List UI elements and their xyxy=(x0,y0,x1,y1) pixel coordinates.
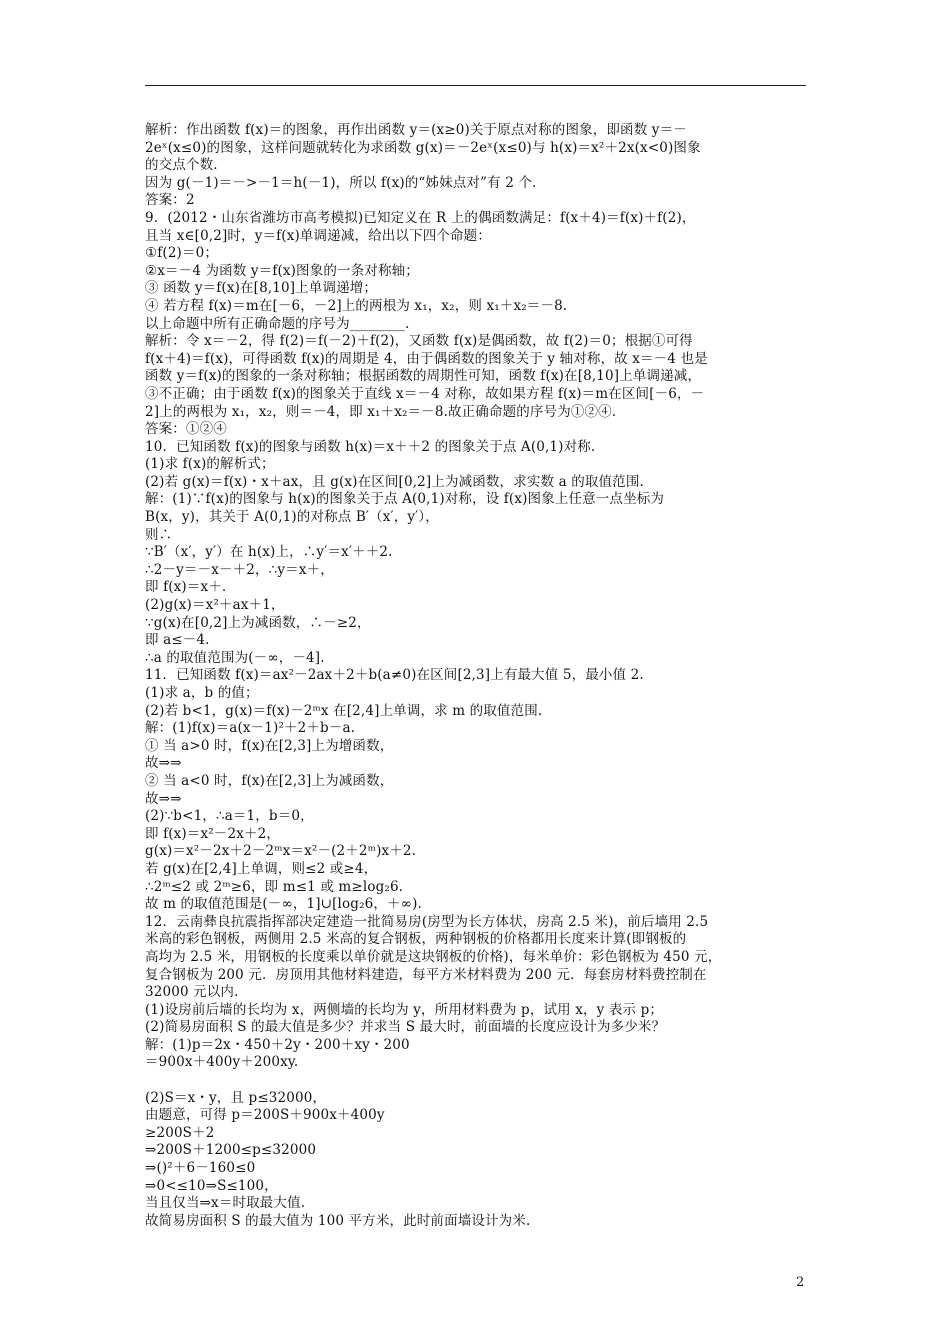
text-line: 即 f(x)＝x²－2x＋2， xyxy=(145,825,281,842)
text-line: ∴2ᵐ≤2 或 2ᵐ≥6，即 m≤1 或 m≥log₂6. xyxy=(145,878,404,895)
text-line: ① 当 a>0 时，f(x)在[2,3]上为增函数， xyxy=(145,737,394,754)
text-line: B(x，y)，其关于 A(0,1)的对称点 B′（x′，y′）， xyxy=(145,509,439,526)
header-rule xyxy=(145,85,806,86)
text-line: ⇒0<≤10⇒S≤100， xyxy=(145,1177,278,1194)
text-line: 当且仅当⇒x＝时取最大值. xyxy=(145,1195,306,1212)
text-line: 答案：2 xyxy=(145,192,195,209)
text-line: (2)g(x)＝x²＋ax＋1， xyxy=(145,597,285,614)
text-line: 函数 y＝f(x)的图象的一条对称轴；根据函数的周期性可知，函数 f(x)在[8,10]上单调递减， xyxy=(145,368,702,385)
text-line: 复合钢板为 200 元．房顶用其他材料建造，每平方米材料费为 200 元．每套房材料费控制在 xyxy=(145,966,707,983)
text-line: 2eˣ(x≤0)的图象，这样问题就转化为求函数 g(x)＝－2eˣ(x≤0)与 h(x)＝x²＋2x(x<0)图象 xyxy=(145,139,701,156)
text-line: 解析：令 x＝－2，得 f(2)＝f(－2)＋f(2)，又函数 f(x)是偶函数，故 f(2)＝0；根据①可得 xyxy=(145,333,693,350)
text-line: 故 m 的取值范围是(－∞，1]∪[log₂6，＋∞). xyxy=(145,896,422,913)
text-line: 则∴ xyxy=(145,526,173,543)
text-line: (2)若 b<1，g(x)＝f(x)－2ᵐx 在[2,4]上单调，求 m 的取值范围. xyxy=(145,702,543,719)
text-line: (2)S＝x・y，且 p≤32000， xyxy=(145,1089,327,1106)
text-line: 9．(2012・山东省潍坊市高考模拟)已知定义在 R 上的偶函数满足：f(x＋4)＝f(x)＋f(2)， xyxy=(145,209,696,226)
text-line: ∴a 的取值范围为(－∞，－4]. xyxy=(145,649,325,666)
text-line: 即 a≤－4. xyxy=(145,632,210,649)
text-line: 故⇒⇒ xyxy=(145,755,182,772)
text-line: 由题意，可得 p＝200S＋900x＋400y xyxy=(145,1107,385,1124)
text-line: 32000 元以内. xyxy=(145,984,239,1001)
text-line: (1)设房前后墙的长均为 x，两侧墙的长均为 y，所用材料费为 p，试用 x，y 表示 p； xyxy=(145,1001,664,1018)
text-line: 解析：作出函数 f(x)＝的图象，再作出函数 y＝(x≥0)关于原点对称的图象，即函数 y＝－ xyxy=(145,122,687,138)
text-line: 米高的彩色钢板，两侧用 2.5 米高的复合钢板，两种钢板的价格都用长度来计算(即钢板的 xyxy=(145,931,687,948)
text-line: ③ 函数 y＝f(x)在[8,10]上单调递增； xyxy=(145,280,378,297)
document-body xyxy=(145,122,806,1230)
text-line: ∵B′（x′，y′）在 h(x)上，∴y′＝x′＋＋2. xyxy=(145,544,393,561)
text-line: (2)简易房面积 S 的最大值是多少？并求当 S 最大时，前面墙的长度应设计为多少米？ xyxy=(145,1019,666,1036)
text-line: 因为 g(－1)＝－>－1＝h(－1)，所以 f(x)的“姊妹点对”有 2 个. xyxy=(145,174,537,191)
page-number: 2 xyxy=(796,1275,805,1290)
text-line: 10．已知函数 f(x)的图象与函数 h(x)＝x＋＋2 的图象关于点 A(0,1)对称. xyxy=(145,438,596,455)
text-line: ⇒()²＋6－160≤0 xyxy=(145,1160,256,1177)
text-line: 12．云南彝良抗震指挥部决定建造一批简易房(房型为长方体状，房高 2.5 米)，前后墙用 2.5 xyxy=(145,913,709,930)
text-line: 2]上的两根为 x₁，x₂，则＝－4，即 x₁＋x₂＝－8.故正确命题的序号为①②④. xyxy=(145,403,617,420)
text-line: ② 当 a<0 时，f(x)在[2,3]上为减函数， xyxy=(145,772,394,789)
text-line: (2)若 g(x)＝f(x)・x＋ax，且 g(x)在区间[0,2]上为减函数，求实数 a 的取值范围. xyxy=(145,473,644,490)
text-line: 解：(1)f(x)＝a(x－1)²＋2＋b－a. xyxy=(145,720,356,737)
text-line: 的交点个数. xyxy=(145,157,218,174)
text-line: 解：(1)∵f(x)的图象与 h(x)的图象关于点 A(0,1)对称，设 f(x)图象上任意一点坐标为 xyxy=(145,491,665,508)
text-line: ⇒200S＋1200≤p≤32000 xyxy=(145,1142,317,1159)
text-line: f(x＋4)＝f(x)，可得函数 f(x)的周期是 4，由于偶函数的图象关于 y 轴对称，故 x＝－4 也是 xyxy=(145,350,708,367)
text-line: 高均为 2.5 米，用钢板的长度乘以单价就是这块钢板的价格)，每米单价：彩色钢板为 450 元， xyxy=(145,948,722,965)
text-line: 答案：①②④ xyxy=(145,421,227,438)
text-line: 故⇒⇒ xyxy=(145,790,182,807)
text-line: 11．已知函数 f(x)＝ax²－2ax＋2＋b(a≠0)在区间[2,3]上有最大值 5，最小值 2. xyxy=(145,667,644,684)
text-line: 故简易房面积 S 的最大值为 100 平方米，此时前面墙设计为米. xyxy=(145,1212,531,1229)
text-line: ②x＝－4 为函数 y＝f(x)图象的一条对称轴； xyxy=(145,262,419,279)
text-line: 若 g(x)在[2,4]上单调，则≤2 或≥4， xyxy=(145,860,378,877)
text-line: 解：(1)p＝2x・450＋2y・200＋xy・200 xyxy=(145,1036,410,1053)
text-line: ④ 若方程 f(x)＝m在[－6，－2]上的两根为 x₁，x₂，则 x₁＋x₂＝－8. xyxy=(145,297,568,314)
blank-line xyxy=(145,1072,806,1090)
text-line: ∴2－y＝－x－＋2，∴y＝x＋， xyxy=(145,561,334,578)
text-line: 以上命题中所有正确命题的序号为________. xyxy=(145,315,410,332)
text-line: ≥200S＋2 xyxy=(145,1124,215,1141)
text-line: g(x)＝x²－2x＋2－2ᵐx＝x²－(2＋2ᵐ)x＋2. xyxy=(145,843,417,860)
text-line: (1)求 a，b 的值； xyxy=(145,685,259,701)
text-line: 即 f(x)＝x＋. xyxy=(145,579,227,596)
text-line: ＝900x＋400y＋200xy. xyxy=(145,1054,299,1071)
text-line: ③不正确；由于函数 f(x)的图象关于直线 x＝－4 对称，故如果方程 f(x)＝m在区间[－6，－ xyxy=(145,385,705,402)
text-line: (1)求 f(x)的解析式； xyxy=(145,456,275,473)
text-line: ∵g(x)在[0,2]上为减函数，∴－≥2， xyxy=(145,614,371,631)
text-line: (2)∵b<1，∴a＝1，b＝0， xyxy=(145,808,314,825)
text-line: ①f(2)＝0； xyxy=(145,245,219,262)
text-line: 且当 x∈[0,2]时，y＝f(x)单调递减，给出以下四个命题： xyxy=(145,227,491,244)
